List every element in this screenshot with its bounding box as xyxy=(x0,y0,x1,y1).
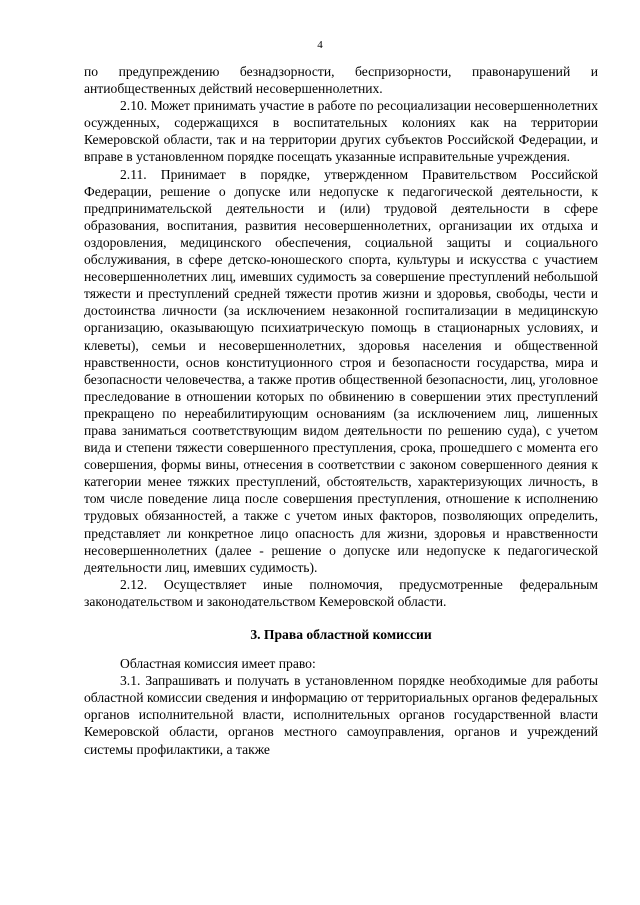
paragraph-3-1: 3.1. Запрашивать и получать в установленном порядке необходимые для работы областной комиссии сведения и информацию от территориальных органов федеральных органов исполнительной власти, исполнительных органов государственной власти Кемеровской области, органов местного самоуправления, органов и учреждений системы профилактики, а также xyxy=(84,673,598,757)
section-heading: 3. Права областной комиссии xyxy=(250,627,432,642)
document-body xyxy=(84,63,598,758)
paragraph-2-12: 2.12. Осуществляет иные полномочия, предусмотренные федеральным законодательством и законодательством Кемеровской области. xyxy=(84,576,598,609)
paragraph-2-11: 2.11. Принимает в порядке, утвержденном Правительством Российской Федерации, решение о допуске или недопуске к педагогической деятельности, к предпринимательской деятельности и (или) трудовой деятельности в сфере образования, воспитания, развития несовершеннолетних, организации их отдыха и оздоровления, медицинского обеспечения, социальной защиты и социального обслуживания, в сфере детско-юношеского спорта, культуры и искусства с участием несовершеннолетних лиц, имевших судимость за совершение преступлений небольшой тяжести и преступлений средней тяжести против жизни и здоровья, свободы, чести и достоинства личности (за исключением незаконной госпитализации в медицинскую организацию, оказывающую психиатрическую помощь в стационарных условиях, и клеветы), семьи и несовершеннолетних, здоровья населения и общественной нравственности, основ конституционного строя и безопасности государства, мира и безопасности человечества, а также против общественной безопасности, лиц, уголовное преследование в отношении которых по обвинению в совершении этих преступлений прекращено по нереабилитирующим основаниям (за исключением лиц, лишенных права заниматься соответствующим видом деятельности по решению суда), с учетом вида и степени тяжести совершенного преступления, срока, прошедшего с момента его совершения, формы вины, отнесения в соответствии с законом совершенного деяния к категории менее тяжких преступлений, обстоятельств, характеризующих личность, в том числе поведение лица после совершения преступления, отношение к исполнению трудовых обязанностей, а также с учетом иных факторов, позволяющих определить, представляет ли конкретное лицо опасность для жизни, здоровья и нравственности несовершеннолетних (далее - решение о допуске или недопуске к педагогической деятельности лиц, имевших судимость). xyxy=(84,166,598,575)
paragraph-2-10: 2.10. Может принимать участие в работе по ресоциализации несовершеннолетних осужденных, содержащихся в воспитательных колониях как на территории Кемеровской области, так и на территории других субъектов Российской Федерации, и вправе в установленном порядке посещать указанные исправительные учреждения. xyxy=(84,98,598,165)
page-number: 4 xyxy=(317,39,323,51)
paragraph-continuation: по предупреждению безнадзорности, беспризорности, правонарушений и антиобщественных действий несовершеннолетних. xyxy=(84,64,598,97)
paragraph-rights-intro: Областная комиссия имеет право: xyxy=(120,656,316,672)
